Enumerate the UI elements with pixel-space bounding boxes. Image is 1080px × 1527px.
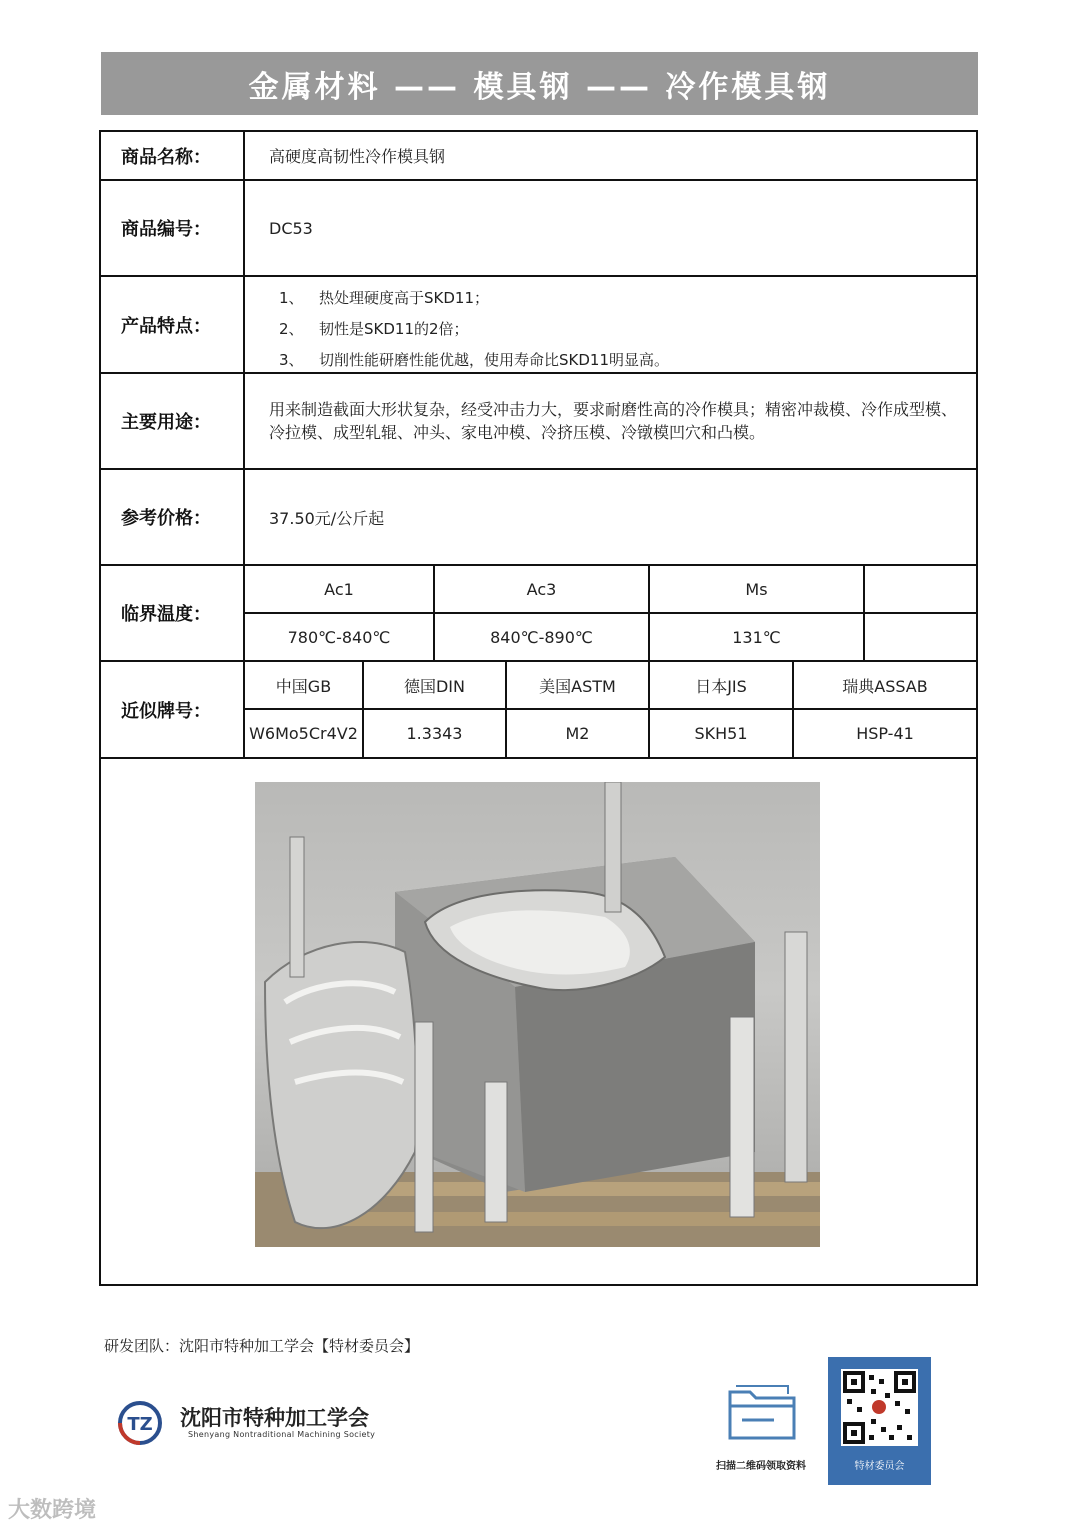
scan-caption: 扫描二维码领取资料: [716, 1461, 806, 1472]
feature-item: 3、 切削性能研磨性能优越，使用寿命比SKD11明显高。: [279, 351, 669, 369]
product-code-label: 商品编号：: [101, 181, 245, 275]
folder-icon: [722, 1380, 802, 1444]
temp-header-ac1: Ac1: [245, 566, 435, 614]
temp-value-empty: [865, 614, 976, 660]
grade-value-jis: SKH51: [650, 710, 794, 757]
price-value: 37.50元/公斤起: [269, 508, 385, 528]
row-similar-grades: [101, 662, 976, 759]
qr-caption: 特材委员会: [854, 1461, 905, 1472]
temp-header-ms: Ms: [650, 566, 865, 614]
qr-code-icon[interactable]: [841, 1369, 918, 1446]
research-team-credit: 研发团队：沈阳市特种加工学会【特材委员会】: [104, 1337, 420, 1355]
critical-temp-grid: [245, 566, 976, 660]
grade-header-assab: 瑞典ASSAB: [794, 662, 976, 710]
grade-value-astm: M2: [507, 710, 650, 757]
similar-grades-label: 近似牌号：: [101, 662, 245, 757]
grade-header-din: 德国DIN: [364, 662, 507, 710]
product-name-value: 高硬度高韧性冷作模具钢: [269, 147, 446, 166]
grade-header-gb: 中国GB: [245, 662, 364, 710]
row-critical-temp: [101, 566, 976, 662]
watermark: 大数跨境: [8, 1498, 97, 1523]
banner-title: 金属材料 —— 模具钢 —— 冷作模具钢: [248, 69, 831, 105]
grade-header-jis: 日本JIS: [650, 662, 794, 710]
feature-item: 1、 热处理硬度高于SKD11；: [279, 289, 489, 307]
row-usage: [101, 374, 976, 470]
row-price: [101, 470, 976, 566]
page-banner: [101, 52, 978, 115]
features-label: 产品特点：: [101, 277, 245, 372]
row-product-code: [101, 181, 976, 277]
society-logo: [110, 1398, 380, 1448]
features-list: [245, 277, 976, 372]
product-code-value: DC53: [269, 218, 313, 238]
logo-letters: TZ: [127, 1414, 153, 1435]
temp-value-ac1: 780℃-840℃: [245, 614, 435, 660]
product-name-label: 商品名称：: [101, 132, 245, 179]
temp-header-empty: [865, 566, 976, 614]
usage-label: 主要用途：: [101, 374, 245, 468]
critical-temp-label: 临界温度：: [101, 566, 245, 660]
grade-value-gb: W6Mo5Cr4V2: [245, 710, 364, 757]
grade-header-astm: 美国ASTM: [507, 662, 650, 710]
row-features: [101, 277, 976, 374]
product-photo: [255, 782, 820, 1247]
temp-value-ms: 131℃: [650, 614, 865, 660]
mold-illustration: [255, 782, 820, 1247]
qr-card[interactable]: [828, 1357, 931, 1485]
org-name: 沈阳市特种加工学会: [180, 1406, 369, 1430]
feature-item: 2、 韧性是SKD11的2倍；: [279, 320, 469, 338]
grade-value-din: 1.3343: [364, 710, 507, 757]
price-label: 参考价格：: [101, 470, 245, 564]
org-name-en: Shenyang Nontraditional Machining Society: [188, 1430, 376, 1439]
product-sheet: [99, 130, 978, 1286]
temp-header-ac3: Ac3: [435, 566, 650, 614]
grade-value-assab: HSP-41: [856, 724, 914, 743]
tz-emblem-icon: [110, 1398, 174, 1448]
temp-value-ac3: 840℃-890℃: [435, 614, 650, 660]
similar-grades-grid: [245, 662, 976, 757]
row-product-name: [101, 132, 976, 181]
usage-value: 用来制造截面大形状复杂，经受冲击力大，要求耐磨性高的冷作模具；精密冲裁模、冷作成型模、冷拉模、成型轧辊、冲头、家电冲模、冷挤压模、冷镦模凹穴和凸模。: [269, 400, 958, 442]
